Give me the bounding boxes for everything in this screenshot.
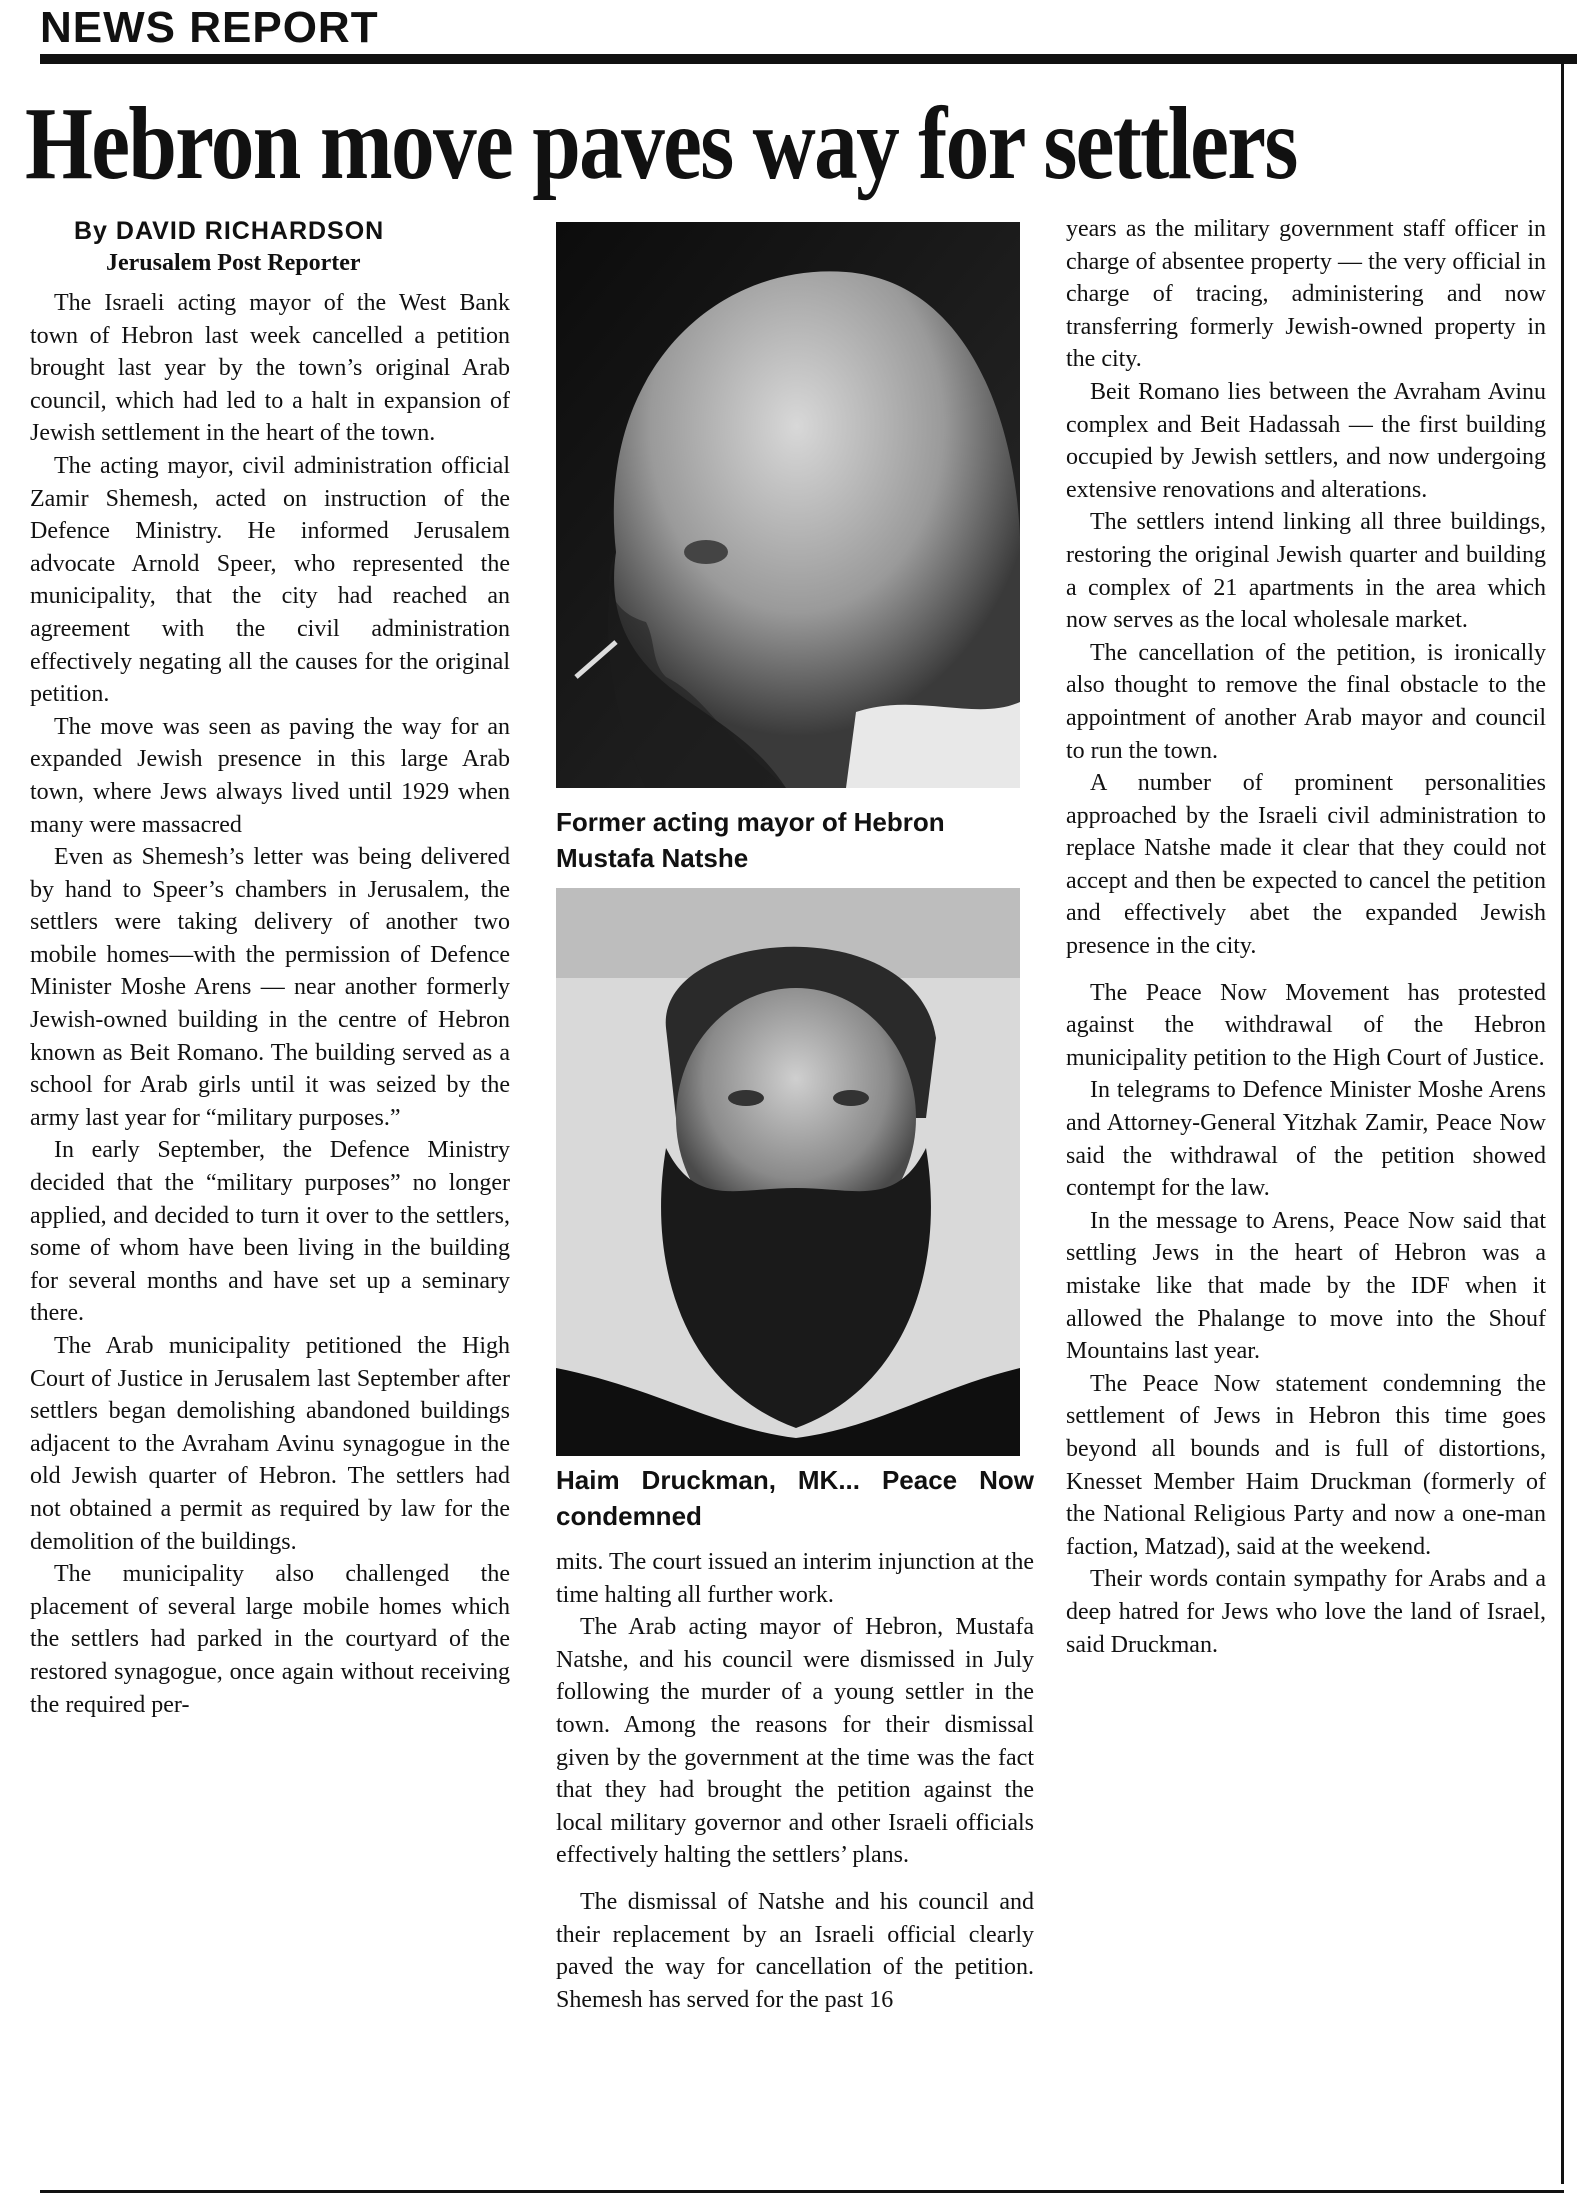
paragraph: Their words contain sympathy for Arabs and a deep hatred for Jews who love the land of Israel, said Druckman. [1066, 1566, 1546, 1658]
portrait-image [556, 222, 1020, 788]
photo-caption-1: Former acting mayor of Hebron Mustafa Natshe [556, 807, 945, 873]
byline-affiliation: Jerusalem Post Reporter [106, 250, 361, 276]
photo-haim-druckman [556, 888, 1020, 1456]
paragraph: The Arab municipality petitioned the High Court of Justice in Jerusalem last September after settlers began demolishing abandoned buildings adjacent to the Avraham Avinu synagogue in the old Jewish quarter of Hebron. The settlers had not obtained a permit as required by law for the demolition of the buildings. [30, 1333, 510, 1555]
paragraph: The dismissal of Natshe and his council and their replacement by an Israeli official clearly paved the way for cancellation of the petition. Shemesh has served for the past 16 [556, 1888, 1034, 2013]
paragraph: A number of prominent personalities approached by the Israeli civil administration to replace Natshe made it clear that they could not accept and then be expected to cancel the petition and effectively abet the expanded Jewish presence in the city. [1066, 770, 1546, 960]
byline-author: By DAVID RICHARDSON [74, 217, 385, 245]
right-rule [1561, 64, 1564, 2184]
paragraph: Beit Romano lies between the Avraham Avinu complex and Beit Hadassah — the first building occupied by Jewish settlers, and now undergoing extensive renovations and alterations. [1066, 378, 1546, 503]
paragraph: years as the military government staff officer in charge of absentee property — the very official in charge of tracing, administering and now transferring formerly Jewish-owned property in the city. [1066, 216, 1546, 373]
paragraph: The cancellation of the petition, is ironically also thought to remove the final obstacle to the appointment of another Arab mayor and council to run the town. [1066, 639, 1546, 764]
paragraph: In the message to Arens, Peace Now said that settling Jews in the heart of Hebron was a mistake like that made by the IDF when it allowed the Phalange to move into the Shouf Mountains last year. [1066, 1207, 1546, 1365]
paragraph: The Peace Now Movement has protested against the withdrawal of the Hebron municipality petition to the High Court of Justice. [1066, 979, 1546, 1071]
paragraph: mits. The court issued an interim injunction at the time halting all further work. [556, 1549, 1034, 1608]
headline: Hebron move paves way for settlers [25, 86, 1297, 201]
top-rule [40, 54, 1577, 64]
paragraph: In telegrams to Defence Minister Moshe Arens and Attorney-General Yitzhak Zamir, Peace Now said the withdrawal of the petition showed contempt for the law. [1066, 1077, 1546, 1202]
paragraph: The move was seen as paving the way for an expanded Jewish presence in this large Arab town, where Jews always lived until 1929 when many were massacred [30, 713, 510, 838]
paragraph: The Peace Now statement condemning the settlement of Jews in Hebron this time goes beyond all bounds and is full of distortions, Knesset Member Haim Druckman (formerly of the National Religious Party and now a one-man faction, Matzad), said at the weekend. [1066, 1370, 1546, 1560]
paragraph: The municipality also challenged the placement of several large mobile homes which the settlers had parked in the courtyard of the restored synagogue, once again without receiving the required per- [30, 1561, 510, 1718]
byline [74, 215, 384, 279]
portrait-image [556, 888, 1020, 1456]
article-column-2 [556, 1546, 1034, 2016]
paragraph: The settlers intend linking all three buildings, restoring the original Jewish quarter and building a complex of 21 apartments in the area which now serves as the local wholesale market. [1066, 509, 1546, 634]
paragraph: In early September, the Defence Ministry decided that the “military purposes” no longer applied, and decided to turn it over to the settlers, some of whom have been living in the building for several months and have set up a seminary there. [30, 1137, 510, 1327]
photo-caption-2: Haim Druckman, MK... Peace Now condemned [556, 1465, 1034, 1531]
paragraph: The Israeli acting mayor of the West Bank town of Hebron last week cancelled a petition brought last year by the town’s original Arab council, which had led to a halt in expansion of Jewish settlement in the heart of the town. [30, 290, 510, 447]
article-column-3 [1066, 213, 1546, 1661]
paragraph: The acting mayor, civil administration official Zamir Shemesh, acted on instruction of the Defence Ministry. He informed Jerusalem advocate Arnold Speer, who represented the municipality, that the city had reached an agreement with the civil administration effectively negating all the causes for the original petition. [30, 452, 510, 708]
bottom-rule [40, 2190, 1564, 2193]
paragraph: Even as Shemesh’s letter was being delivered by hand to Speer’s chambers in Jerusalem, the settlers were taking delivery of another two mobile homes—with the permission of Defence Minister Moshe Arens — near another formerly Jewish-owned building in the centre of Hebron known as Beit Romano. The building served as a school for Arab girls until it was seized by the army last year for “military purposes.” [30, 844, 510, 1131]
article-column-1 [30, 287, 510, 1721]
paragraph: The Arab acting mayor of Hebron, Mustafa Natshe, and his council were dismissed in July following the murder of a young settler in the town. Among the reasons for their dismissal given by the government at the time was the fact that they had brought the petition against the local military governor and other Israeli officials effectively halting the settlers’ plans. [556, 1614, 1034, 1869]
photo-mustafa-natshe [556, 222, 1020, 788]
section-label: NEWS REPORT [40, 3, 379, 52]
